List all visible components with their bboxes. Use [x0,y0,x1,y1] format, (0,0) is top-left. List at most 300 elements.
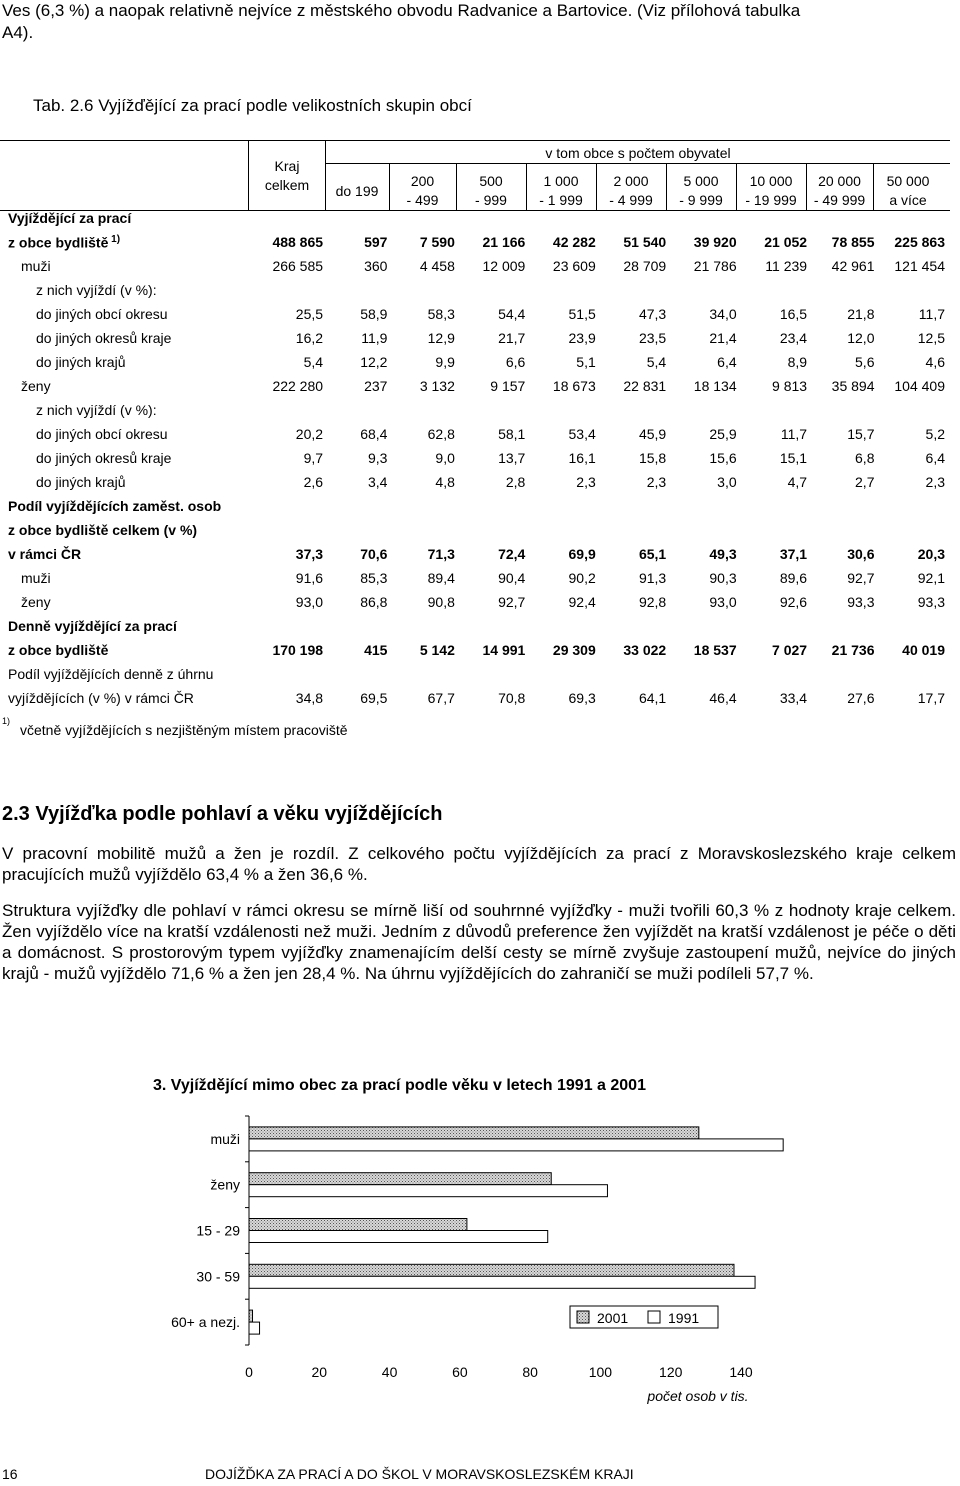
table-cell: 54,4 [498,306,526,322]
table-row [0,494,950,518]
table-cell: 69,3 [568,690,596,706]
row-label-text: z obce bydliště celkem (v %) [8,522,198,538]
row-label [0,422,250,446]
table-row [0,470,950,494]
table-cell: 21 052 [764,234,808,250]
table-cell: 18 673 [552,378,596,394]
table-row [0,638,950,662]
table-cell: 51 540 [623,234,667,250]
table-cell: 5,1 [576,354,596,370]
table-cell: 42 282 [552,234,596,250]
table-cell [460,662,530,686]
x-tick-label: 80 [522,1364,538,1380]
table-row [0,350,950,374]
table-cell: 21,7 [498,330,526,346]
table-cell: 33,4 [779,690,808,706]
row-label-text: do jiných obcí okresu [36,426,168,442]
table-cell: 85,3 [360,570,388,586]
table-cell: 5,6 [855,354,875,370]
bar-1991 [249,1139,783,1151]
table-cell: 4,6 [925,354,945,370]
table-cell [530,398,600,422]
category-label: 15 - 29 [196,1222,240,1239]
table-cell [879,662,950,686]
table-cell: 3 132 [419,378,455,394]
table-cell [742,206,812,230]
table-cell: 78 855 [831,234,875,250]
table-cell: 70,6 [360,546,388,562]
table-cell [530,278,600,302]
table-row [0,302,950,326]
table-cell: 6,6 [505,354,526,370]
table-cell: 11,7 [780,426,808,442]
table-cell: 23,9 [568,330,596,346]
table-cell: 91,6 [295,570,324,586]
table-cell: 70,8 [498,690,526,706]
row-label [0,206,250,230]
bar-2001 [249,1219,467,1231]
table-cell [328,278,392,302]
table-row [0,230,950,254]
table-cell: 53,4 [568,426,596,442]
row-label-text: do jiných okresů kraje [36,450,172,466]
paragraph-2: Struktura vyjížďky dle pohlaví v rámci okresu se mírně liší od souhrnné vyjížďky - muži tvořili 60,3 % z hodnoty kraje celkem. Žen vyjíždělo více na kratší vzdálenosti než muži. Jedním z důvodů preference žen vyjíždět na kratší vzdálenost je péče o děti a domácnost. S prostorovým typem vyjížďky znamenajícím delší cesty se mírně zvyšuje zastoupení mužů, nejvíce do jiných krajů - mužů vyjíždělo 71,6 % a žen jen 28,4 %. Na úhrnu vyjíždějících do zahraničí se muži podíleli 57,7 %. [2,901,956,983]
table-row [0,374,950,398]
table-cell: 3,0 [717,474,737,490]
table-cell: 40 019 [902,642,945,658]
legend-label: 1991 [668,1310,700,1326]
footer-title: DOJÍŽĎKA ZA PRACÍ A DO ŠKOL V MORAVSKOSLEZSKÉM KRAJI [205,1466,634,1482]
table-row [0,518,950,542]
section-heading: 2.3 Vyjížďka podle pohlaví a věku vyjíždějících [2,803,443,825]
table-cell: 360 [364,258,388,274]
row-label-text: Denně vyjíždějící za prací [8,618,177,634]
chart-title: 3. Vyjíždějící mimo obec za prací podle věku v letech 1991 a 2001 [153,1077,646,1094]
table-cell [601,206,671,230]
table-cell: 8,9 [787,354,808,370]
table-cell [671,518,741,542]
table-cell: 49,3 [709,546,737,562]
row-label-text: z obce bydliště [8,234,109,251]
group-rule [325,163,950,164]
bar-1991 [249,1185,607,1197]
table-cell: 9 813 [772,378,808,394]
table-cell: 16,2 [295,330,324,346]
table-cell [742,494,812,518]
table-cell: 21 786 [693,258,737,274]
table-cell: 93,3 [917,594,945,610]
table-cell: 12,9 [427,330,455,346]
bar-2001 [249,1173,551,1185]
table-cell: 18 537 [693,642,737,658]
table-cell [392,494,459,518]
table-cell [392,662,459,686]
table-cell: 2,3 [925,474,945,490]
table-cell: 6,8 [855,450,875,466]
table-cell: 22 831 [623,378,667,394]
kraj-header-2: celkem [264,177,310,193]
table-cell: 17,7 [917,690,945,706]
table-cell [601,614,671,638]
row-label [0,590,250,614]
table-cell: 27,6 [847,690,875,706]
row-label [0,518,250,542]
table-cell: 21 736 [831,642,875,658]
table-row [0,254,950,278]
table-cell: 69,9 [568,546,596,562]
table-cell [460,398,530,422]
table-cell: 37,3 [295,546,324,562]
table-cell: 15,1 [779,450,808,466]
col-header-4-a: 2 000 [613,173,649,189]
table-title: Tab. 2.6 Vyjížďějící za prací podle velikostních skupin obcí [33,96,472,115]
group-header: v tom obce s počtem obyvatel [545,145,731,161]
table-cell: 90,4 [498,570,526,586]
row-label [0,230,250,254]
row-label-text: v rámci ČR [8,546,82,562]
footnote-mark: 1) [2,716,11,726]
table-cell: 9,3 [367,450,388,466]
row-label [0,374,250,398]
table-cell [879,278,950,302]
table-cell: 51,5 [568,306,596,322]
table-cell [328,494,392,518]
table-cell: 7 590 [419,234,455,250]
row-label [0,638,250,662]
row-label [0,470,250,494]
table-cell: 71,3 [427,546,455,562]
table-row [0,662,950,686]
table-cell: 18 134 [693,378,737,394]
table-cell: 12 009 [482,258,526,274]
table-cell: 92,4 [568,594,596,610]
table-cell: 90,8 [427,594,455,610]
col-header-3-a: 1 000 [543,173,579,189]
table-cell: 9,7 [303,450,324,466]
footnote-ref: 1) [108,233,121,245]
table-cell: 11,9 [361,330,388,346]
table-cell: 121 454 [894,258,945,274]
row-label-text: Podíl vyjíždějících zaměst. osob [8,498,222,514]
age-bar-chart [0,1100,960,1420]
row-label [0,254,250,278]
table-cell [742,614,812,638]
category-label: muži [210,1130,240,1147]
col-header-3-b: - 1 999 [539,192,583,208]
table-cell: 92,7 [847,570,875,586]
table-cell: 2,3 [646,474,667,490]
row-label-text: vyjíždějících (v %) v rámci ČR [8,690,194,706]
table-cell: 93,0 [295,594,324,610]
col-header-5-b: - 9 999 [679,192,723,208]
intro-line-1: Ves (6,3 %) a naopak relativně nejvíce z městského obvodu Radvanice a Bartovice. (Viz přílohová tabulka [2,1,801,20]
bar-2001 [249,1310,253,1322]
table-row [0,326,950,350]
table-cell: 47,3 [638,306,667,322]
table-cell: 92,7 [498,594,526,610]
table-top-rule [0,140,950,141]
row-label-text: muži [21,570,51,586]
table-row [0,542,950,566]
x-axis-label: počet osob v tis. [647,1388,749,1404]
row-label [0,614,250,638]
table-cell [812,662,879,686]
table-cell: 89,6 [779,570,808,586]
row-label-text: z obce bydliště [8,642,109,658]
table-cell [671,614,741,638]
table-cell: 90,2 [568,570,596,586]
table-cell [530,206,600,230]
table-cell [328,398,392,422]
table-cell: 86,8 [360,594,388,610]
table-cell: 45,9 [638,426,667,442]
legend-swatch-1991 [648,1311,660,1323]
table-cell [250,398,328,422]
bar-1991 [249,1276,755,1288]
table-cell [742,398,812,422]
table-cell [250,278,328,302]
table-cell: 6,4 [925,450,945,466]
table-cell: 15,7 [847,426,875,442]
table-row [0,206,950,230]
table-cell: 3,4 [367,474,388,490]
table-cell [392,518,459,542]
row-label-text: do jiných krajů [36,474,126,490]
row-label-text: muži [21,258,51,274]
col-header-2-a: 500 [479,173,503,189]
table-cell: 4,8 [435,474,455,490]
intro-line-2: A4). [2,23,34,42]
table-cell: 597 [364,234,388,250]
table-cell: 21,4 [709,330,737,346]
legend-label: 2001 [597,1310,629,1326]
table-cell [460,518,530,542]
table-cell: 46,4 [709,690,737,706]
table-cell: 39 920 [693,234,737,250]
row-label-text: z nich vyjíždí (v %): [36,402,157,418]
table-row [0,566,950,590]
row-label [0,494,250,518]
table-cell [812,494,879,518]
bar-2001 [249,1264,734,1276]
table-cell [812,614,879,638]
row-label-text: Vyjíždějící za prací [8,210,132,226]
table-cell: 222 280 [272,378,324,394]
table-cell [742,278,812,302]
row-label-text: ženy [21,378,51,394]
table-cell: 89,4 [427,570,455,586]
x-tick-label: 120 [659,1364,683,1380]
table-cell [460,494,530,518]
table-cell: 42 961 [831,258,875,274]
table-cell [671,662,741,686]
category-label: 60+ a nezj. [171,1314,240,1331]
table-cell: 58,3 [427,306,455,322]
table-cell: 20,3 [917,546,945,562]
table-cell [601,398,671,422]
row-label-text: do jiných okresů kraje [36,330,172,346]
table-cell: 20,2 [295,426,324,442]
row-label-text: z nich vyjíždí (v %): [36,282,157,298]
row-label [0,278,250,302]
col-header-6-b: - 19 999 [745,192,797,208]
col-header-6-a: 10 000 [749,173,793,189]
footnote-text: včetně vyjíždějících s nezjištěným místem pracoviště [20,722,348,738]
category-label: 30 - 59 [196,1268,240,1285]
table-cell: 225 863 [894,234,945,250]
table-cell: 5,4 [303,354,324,370]
table-cell: 23,4 [779,330,808,346]
table-cell: 2,8 [505,474,526,490]
col-header-5-a: 5 000 [683,173,719,189]
table-row [0,446,950,470]
table-cell: 34,8 [295,690,324,706]
table-cell: 92,8 [638,594,667,610]
row-label [0,566,250,590]
page-number: 16 [2,1466,18,1482]
table-cell [250,518,328,542]
table-cell [812,206,879,230]
row-label [0,302,250,326]
table-cell [328,206,392,230]
row-label [0,662,250,686]
row-label [0,398,250,422]
table-cell [742,518,812,542]
table-cell [530,662,600,686]
row-label [0,446,250,470]
col-header-0: do 199 [335,183,379,199]
table-cell: 15,6 [709,450,737,466]
table-cell: 30,6 [847,546,875,562]
table-cell: 33 022 [623,642,667,658]
table-cell [328,518,392,542]
table-cell: 2,7 [855,474,875,490]
table-cell: 62,8 [427,426,455,442]
table-cell: 58,1 [498,426,526,442]
table-cell: 93,3 [847,594,875,610]
table-cell: 21 166 [482,234,526,250]
col-header-1-a: 200 [410,173,435,189]
table-cell: 9,0 [435,450,455,466]
table-cell [392,278,459,302]
row-label-text: ženy [21,594,51,610]
table-row [0,422,950,446]
table-row [0,590,950,614]
table-cell: 92,6 [779,594,808,610]
row-label-text: do jiných krajů [36,354,126,370]
table-cell [250,494,328,518]
table-cell [671,494,741,518]
table-cell: 13,7 [498,450,526,466]
table-cell: 5 142 [419,642,455,658]
col-header-8-a: 50 000 [886,173,930,189]
table-cell [392,614,459,638]
table-cell: 266 585 [272,258,324,274]
col-header-4-b: - 4 999 [609,192,653,208]
table-cell: 4 458 [419,258,455,274]
table-cell: 37,1 [779,546,808,562]
table-cell [250,614,328,638]
table-cell [530,518,600,542]
table-cell: 4,7 [787,474,808,490]
table-cell: 34,0 [709,306,737,322]
table-cell: 488 865 [272,234,324,250]
col-header-7-a: 20 000 [818,173,861,189]
table-cell [460,206,530,230]
table-cell [250,206,328,230]
x-tick-label: 100 [588,1364,613,1380]
table-cell: 65,1 [638,546,667,562]
table-cell [812,278,879,302]
table-cell [460,278,530,302]
table-cell: 25,5 [295,306,324,322]
x-tick-label: 140 [729,1364,753,1380]
table-cell [601,278,671,302]
x-tick-label: 20 [311,1364,328,1380]
table-cell: 5,4 [646,354,667,370]
table-cell: 23 609 [552,258,596,274]
table-cell [460,614,530,638]
table-cell [879,398,950,422]
table-cell: 21,8 [847,306,875,322]
table-cell [530,494,600,518]
table-cell [742,662,812,686]
table-cell [601,662,671,686]
table-cell: 2,6 [303,474,324,490]
table-cell: 11 239 [765,258,808,274]
legend-swatch-2001 [577,1311,589,1323]
table-cell [328,614,392,638]
table-cell: 12,2 [360,354,388,370]
table-cell [879,206,950,230]
x-tick-label: 40 [381,1364,398,1380]
table-cell: 93,0 [709,594,737,610]
table-cell: 7 027 [772,642,808,658]
row-label-text: do jiných obcí okresu [36,306,168,322]
table-cell: 415 [364,642,388,658]
row-label [0,326,250,350]
row-label-text: Podíl vyjíždějících denně z úhrnu [8,666,214,682]
table-cell: 91,3 [638,570,667,586]
table-cell: 6,4 [717,354,737,370]
kraj-header-1: Kraj [274,158,300,174]
col-header-8-b: a více [889,192,927,208]
table-cell: 170 198 [272,642,324,658]
table-cell: 11,7 [918,306,945,322]
x-tick-label: 60 [452,1364,468,1380]
table-cell: 28 709 [623,258,667,274]
bar-1991 [249,1231,548,1243]
col-header-2-b: - 999 [475,192,507,208]
table-cell [879,518,950,542]
table-cell: 14 991 [482,642,526,658]
table-cell: 16,5 [779,306,808,322]
table-cell: 12,0 [847,330,875,346]
table-cell [392,206,459,230]
table-cell: 72,4 [498,546,526,562]
table-row [0,614,950,638]
table-cell [879,494,950,518]
paragraph-1: V pracovní mobilitě mužů a žen je rozdíl. Z celkového počtu vyjíždějících za prací z Moravskoslezského kraje celkem pracujících mužů vyjíždělo 63,4 % a žen 36,6 %. [2,844,956,884]
table-cell [879,614,950,638]
col-divider [248,140,249,210]
bar-1991 [249,1322,260,1334]
table-cell: 67,7 [427,690,455,706]
data-table [0,206,950,710]
category-label: ženy [210,1176,240,1193]
table-cell: 25,9 [709,426,737,442]
table-cell [392,398,459,422]
